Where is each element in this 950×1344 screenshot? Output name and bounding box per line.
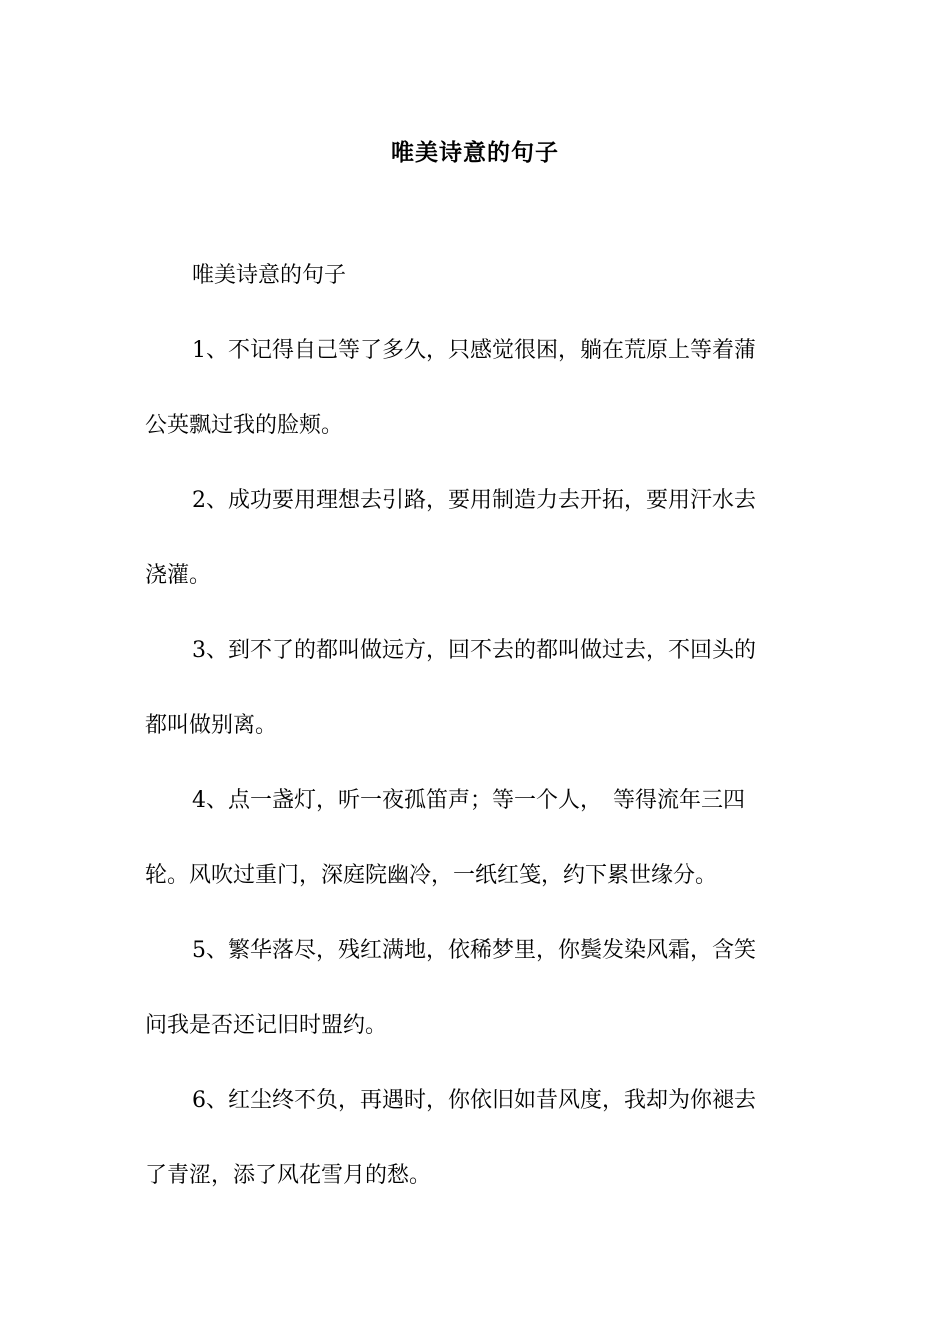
list-item [145, 782, 810, 895]
list-item-line2: 公英飘过我的脸颊。 [145, 413, 344, 438]
document-title: 唯美诗意的句子 [391, 139, 559, 166]
list-item [145, 632, 810, 745]
list-item [145, 932, 810, 1045]
list-item-line2: 浇灌。 [145, 563, 212, 588]
list-item-line1: 5、繁华落尽，残红满地，依稀梦里，你鬓发染风霜，含笑 [192, 938, 756, 963]
document-body [145, 257, 810, 1232]
list-item [145, 1082, 810, 1195]
list-item-line1: 1、不记得自己等了多久，只感觉很困，躺在荒原上等着蒲 [192, 338, 756, 363]
list-item-line2: 了青涩，添了风花雪月的愁。 [145, 1163, 432, 1188]
list-item-line1: 4、点一盏灯，听一夜孤笛声；等一个人， 等得流年三四 [192, 788, 745, 813]
list-item-line2: 轮。风吹过重门，深庭院幽冷，一纸红笺，约下累世缘分。 [145, 863, 718, 888]
list-item-line1: 2、成功要用理想去引路，要用制造力去开拓，要用汗水去 [192, 488, 756, 513]
list-item-line1: 6、红尘终不负，再遇时，你依旧如昔风度，我却为你褪去 [192, 1088, 756, 1113]
list-item [145, 332, 810, 445]
document-subtitle: 唯美诗意的句子 [192, 263, 347, 288]
list-item [145, 482, 810, 595]
list-item-line2: 问我是否还记旧时盟约。 [145, 1013, 388, 1038]
list-item-line1: 3、到不了的都叫做远方，回不去的都叫做过去，不回头的 [192, 638, 756, 663]
list-item-line2: 都叫做别离。 [145, 713, 278, 738]
